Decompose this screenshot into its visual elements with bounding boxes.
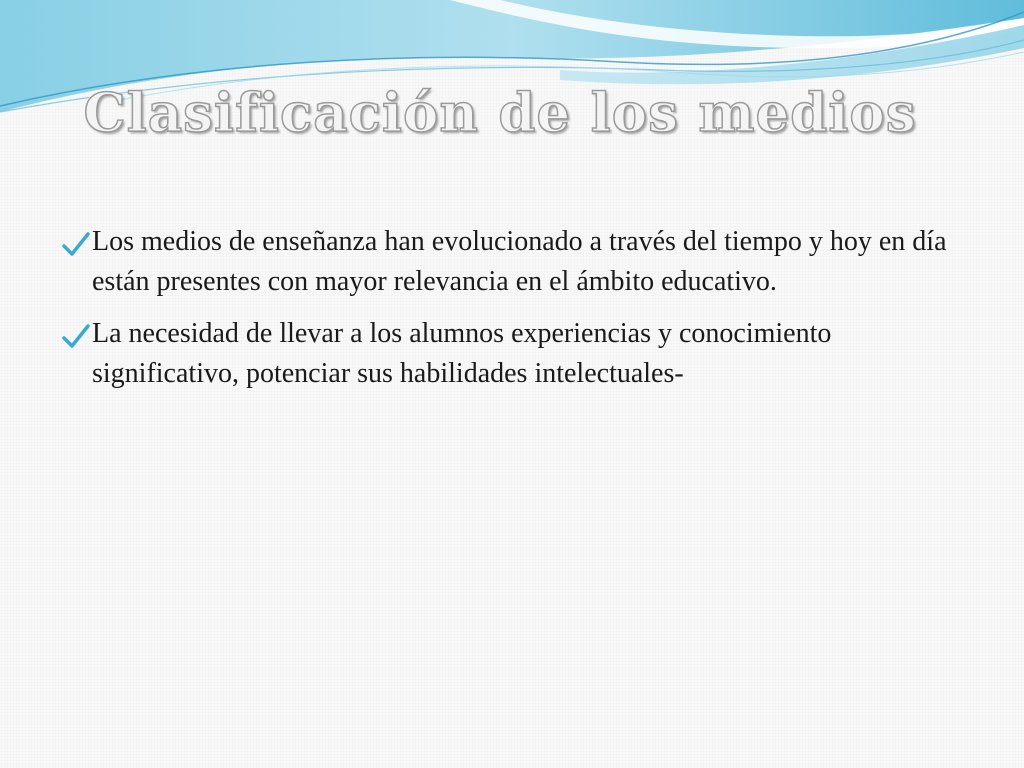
slide-title: Clasificación de los medios <box>83 82 917 144</box>
checkmark-icon <box>60 320 92 354</box>
checkmark-icon <box>60 228 92 262</box>
bullet-list <box>60 222 970 406</box>
bullet-text: La necesidad de llevar a los alumnos experiencias y conocimiento significativo, potenciar sus habilidades intelectuales- <box>92 318 832 389</box>
list-item <box>60 314 970 394</box>
bullet-text: Los medios de enseñanza han evolucionado a través del tiempo y hoy en día están presentes con mayor relevancia en el ámbito educativo. <box>92 226 947 297</box>
list-item <box>60 222 970 302</box>
